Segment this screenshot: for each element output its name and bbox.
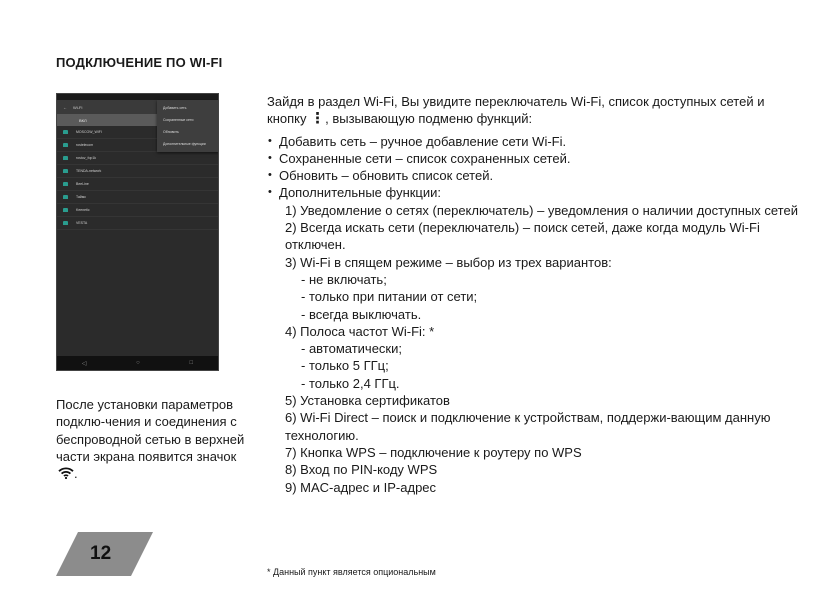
phone-screenshot: [56, 93, 219, 371]
recent-apps-icon: □: [189, 360, 194, 366]
phone-menu-item: Дополнительные функции: [163, 142, 206, 146]
list-item: 9) MAC-адрес и IP-адрес: [285, 479, 437, 495]
caption-text: После установки параметров подклю-чения и соединения с беспроводной сетью в верхней части экрана появится значок: [56, 397, 245, 464]
footnote: * Данный пункт является опциональным: [267, 567, 436, 577]
list-item: 5) Установка сертификатов: [285, 393, 450, 409]
list-item: - автоматически;: [301, 341, 402, 357]
list-item: • Сохраненные сети – список сохраненных сетей.: [267, 150, 807, 167]
home-icon: ○: [136, 360, 140, 366]
advanced-functions-list: [279, 202, 807, 496]
list-item: Keenetic: [57, 204, 218, 217]
wifi-signal-icon: [63, 221, 68, 225]
list-item: 3) Wi-Fi в спящем режиме – выбор из трех вариантов: - не включать; - только при питании от сети; - всегда выключать.: [285, 254, 807, 323]
list-item: 2) Всегда искать сети (переключатель) – поиск сетей, даже когда модуль Wi-Fi отключен.: [285, 220, 760, 253]
wifi-signal-icon: [63, 143, 68, 147]
phone-switch-label: ВКЛ: [79, 117, 87, 123]
list-item: Таймс: [57, 191, 218, 204]
list-item: MOSCOW_WIFI: [57, 126, 218, 139]
page-title: ПОДКЛЮЧЕНИЕ ПО WI-FI: [56, 55, 223, 70]
wifi-signal-icon: [63, 130, 68, 134]
list-item: TENDA-network: [57, 165, 218, 178]
list-item: 4) Полоса частот Wi-Fi: * - автоматически; - только 5 ГГц; - только 2,4 ГГц.: [285, 323, 807, 392]
intro-paragraph: Зайдя в раздел Wi-Fi, Вы увидите переключатель Wi-Fi, список доступных сетей и кнопку ⋮, вызывающую подменю функций:: [267, 94, 765, 128]
list-item: rostov_fop1k: [57, 152, 218, 165]
wifi-caption: [56, 396, 246, 483]
list-item: - всегда выключать.: [301, 306, 422, 322]
overflow-menu-icon: ⋮: [310, 110, 326, 128]
list-item: • Обновить – обновить список сетей.: [267, 167, 807, 184]
list-item: 6) Wi-Fi Direct – поиск и подключение к устройствам, поддержи-вающим данную технологию.: [285, 410, 771, 443]
list-item: 1) Уведомление о сетях (переключатель) – уведомления о наличии доступных сетей: [285, 202, 798, 218]
back-icon: ◁: [81, 360, 87, 367]
list-item: • Дополнительные функции: 1) Уведомление о сетях (переключатель) – уведомления о наличии доступных сетей 2) Всегда искать сети (переключатель) – поиск сетей, даже когда модуль Wi-Fi отключен. 3) Wi-Fi в спящем режиме – выбор из трех вариантов: - не включать; - только при питании от сети; - всегда выключать. 4) Полоса частот Wi-Fi: * - автоматически; - только 5 ГГц; - только 2,4 ГГц. 5) Установка сертификатов 6) Wi-Fi Direct – поиск и подключение к устройствам, поддержи-вающим данную технологию. 7) Кнопка WPS – подключение к роутеру по WPS 8) Вход по PIN-коду WPS 9) MAC-адрес и IP-адрес: [267, 184, 807, 495]
list-item: 8) Вход по PIN-коду WPS: [285, 462, 438, 478]
phone-app-title: Wi-Fi: [73, 104, 83, 110]
wifi-signal-icon: [63, 195, 68, 199]
phone-overflow-menu: [157, 100, 219, 152]
back-arrow-icon: ←: [63, 104, 67, 110]
page-number: 12: [90, 543, 112, 564]
wifi-signal-icon: [63, 156, 68, 160]
phone-menu-item: Обновить: [163, 130, 179, 134]
list-item: - только при питании от сети;: [301, 289, 478, 305]
instructions: [267, 93, 807, 496]
list-item: BeeLine: [57, 178, 218, 191]
phone-nav-bar: [57, 356, 218, 370]
phone-menu-item: Сохраненные сети: [163, 118, 194, 122]
list-item: rostelecom: [57, 139, 218, 152]
page-number-badge: [56, 532, 153, 576]
wifi-signal-icon: [63, 169, 68, 173]
list-item: - только 2,4 ГГц.: [301, 375, 400, 391]
sleep-mode-options: [285, 271, 807, 323]
list-item: 7) Кнопка WPS – подключение к роутеру по WPS: [285, 444, 582, 460]
wifi-signal-icon: [63, 208, 68, 212]
frequency-band-options: [285, 340, 807, 392]
list-item: VESTA: [57, 217, 218, 230]
phone-menu-item: Добавить сеть: [163, 106, 187, 110]
list-item: - не включать;: [301, 271, 387, 287]
wifi-signal-icon: [63, 182, 68, 186]
function-list: [267, 133, 807, 496]
caption-end: .: [74, 466, 78, 482]
wifi-icon: [58, 466, 74, 483]
list-item: - только 5 ГГц;: [301, 358, 389, 374]
list-item: • Добавить сеть – ручное добавление сети Wi-Fi.: [267, 133, 807, 150]
